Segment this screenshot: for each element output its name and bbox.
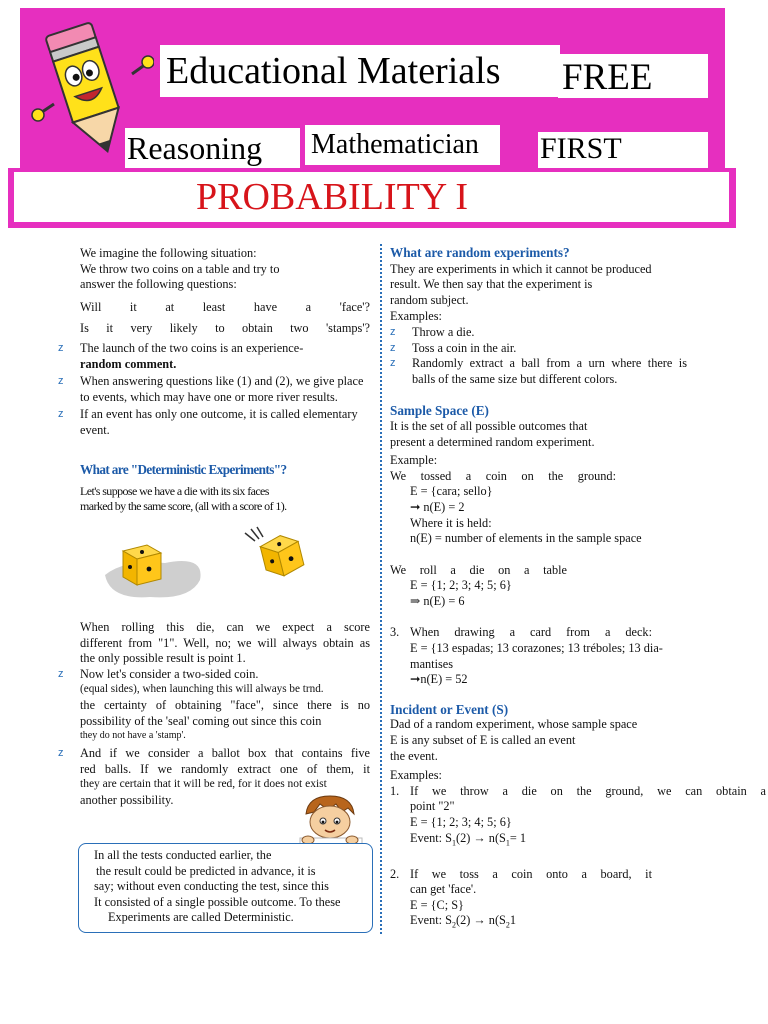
list-item: z Toss a coin in the air. — [390, 340, 517, 355]
list-item: z Throw a die. — [390, 324, 475, 339]
bullet-icon: z — [390, 357, 396, 370]
right-column: What are random experiments? They are experiments in which it cannot be produced result. We then say that the experiment is random subject. Examples: z Throw a die. z Toss a coin in the air. z Randomly extract a ball from a urn where there is balls of the same size but different colors. Sample Space (E) It is the set of all possible outcomes that present a determined random experiment. Example: We tossed a coin on the ground: E = {cara; sello} ➞ n(E) = 2 Where it is held: n(E) = number of elements in the sample space We roll a die on a table E = {1; 2; 3; 4; 5; 6} ⇒ n(E) = 6 3. When drawing a card from a deck: E = {13 espadas; 13 corazones; 13 tréboles; 13 dia- mantises ➞n(E) = 52 Incident or Event (S) Dad of a random experiment, whose sample space E is any subset of E is called an event the event. Examples: 1. If we throw a die on the ground, we can obtain a point "2" E = {1; 2; 3; 4; 5; 6} Event: $S_1(2) \to n(S_1= 1$ 2. If we toss a coin onto a board, it can get 'face'. E = {C; S} Event: $S_2(2) \to n(S_21$ — [390, 245, 766, 933]
reasoning-box — [125, 128, 300, 168]
list-item: z Randomly extract a ball from a urn where there is balls of the same size but different colors. — [390, 356, 687, 386]
list-item: z If an event has only one outcome, it is called elementary event. — [58, 407, 358, 437]
list-item: z The launch of the two coins is an experience- random comment. — [58, 340, 304, 371]
intro-line: We throw two coins on a table and try to — [80, 261, 280, 276]
left-column — [58, 246, 370, 439]
bullet-icon: z — [58, 408, 64, 421]
site-title: Educational Materials — [166, 50, 501, 92]
first-box — [538, 132, 708, 168]
column-divider — [380, 244, 382, 934]
mathematician-box — [305, 125, 500, 165]
list-item: 3. When drawing a card from a deck: — [390, 625, 652, 640]
rolling-text: When rolling this die, can we expect a score different from "1". Well, no; we will always obtain as the only possible result is point 1. z Now let's consider a two-sided coin. (equal sides), when launching this will always be trnd. the certainty of obtaining "face", since there is no possibility of the 'seal' coming out since this coin they do not have a 'stamp'. z And if we consider a ballot box that contains five red balls. If we randomly extract one of them, it they are certain that it will be red, for it does not exist another possibility. — [58, 620, 370, 807]
arrow-icon: ➞ — [410, 672, 421, 687]
list-item: 1. If we throw a die on the ground, we can obtain a point "2" E = {1; 2; 3; 4; 5; 6} Event: $S_1(2) \to n(S_1= 1$ — [390, 783, 766, 848]
intro-line: We imagine the following situation: — [80, 246, 257, 260]
list-item: z When answering questions like (1) and (2), we give place to events, which may have one or more river results. — [58, 374, 364, 404]
arrow-icon: ⇒ — [410, 593, 421, 608]
reasoning-label: Reasoning — [127, 130, 263, 166]
bullet-icon: z — [390, 325, 396, 338]
question-2: Is it very likely to obtain two 'stamps'? — [80, 321, 370, 336]
free-label: FREE — [562, 57, 653, 98]
event-heading: Incident or Event (S) — [390, 701, 509, 717]
intro-line: answer the following questions: — [80, 277, 237, 292]
first-label: FIRST — [540, 132, 622, 165]
free-box — [558, 54, 708, 98]
random-heading: What are random experiments? — [390, 245, 570, 260]
bullet-icon: z — [58, 747, 64, 760]
deterministic-text: Let's suppose we have a die with its six faces marked by the same score, (all with a score of 1). — [80, 484, 287, 513]
bullet-icon: z — [58, 375, 64, 388]
die-icon — [123, 545, 161, 585]
deterministic-note: In all the tests conducted earlier, the the result could be predicted in advance, it is say; without even conducting the test, since this It consisted of a single possible outcome. To these Experiments are called Deterministic. — [94, 848, 341, 925]
bullet-icon: z — [390, 341, 396, 354]
arrow-icon: ➞ — [410, 499, 421, 514]
sample-space-heading: Sample Space (E) — [390, 403, 489, 419]
bullet-icon: z — [58, 667, 64, 680]
list-item: 2. If we toss a coin onto a board, it can get 'face'. E = {C; S} Event: $S_2(2) \to n(S_21$ — [390, 866, 652, 930]
page-title-box — [14, 172, 729, 222]
list-item: z And if we consider a ballot box that contains five red balls. If we randomly extract one of them, it they are certain that it will be red, for it does not exist another possibility. — [58, 746, 370, 807]
bullet-icon: z — [58, 341, 64, 354]
question-1: Will it at least have a 'face'? — [80, 299, 370, 314]
die-icon — [259, 532, 306, 580]
mathematician-label: Mathematician — [311, 129, 479, 160]
deterministic-heading: What are "Deterministic Experiments"? — [80, 462, 287, 477]
title-box — [160, 45, 560, 97]
page-title: PROBABILITY I — [196, 176, 468, 218]
dice-illustration — [95, 525, 315, 605]
list-item: z Now let's consider a two-sided coin. (equal sides), when launching this will always be trnd. the certainty of obtaining "face", since there is no possibility of the 'seal' coming out since this coin they do not have a 'stamp'. — [58, 666, 370, 742]
